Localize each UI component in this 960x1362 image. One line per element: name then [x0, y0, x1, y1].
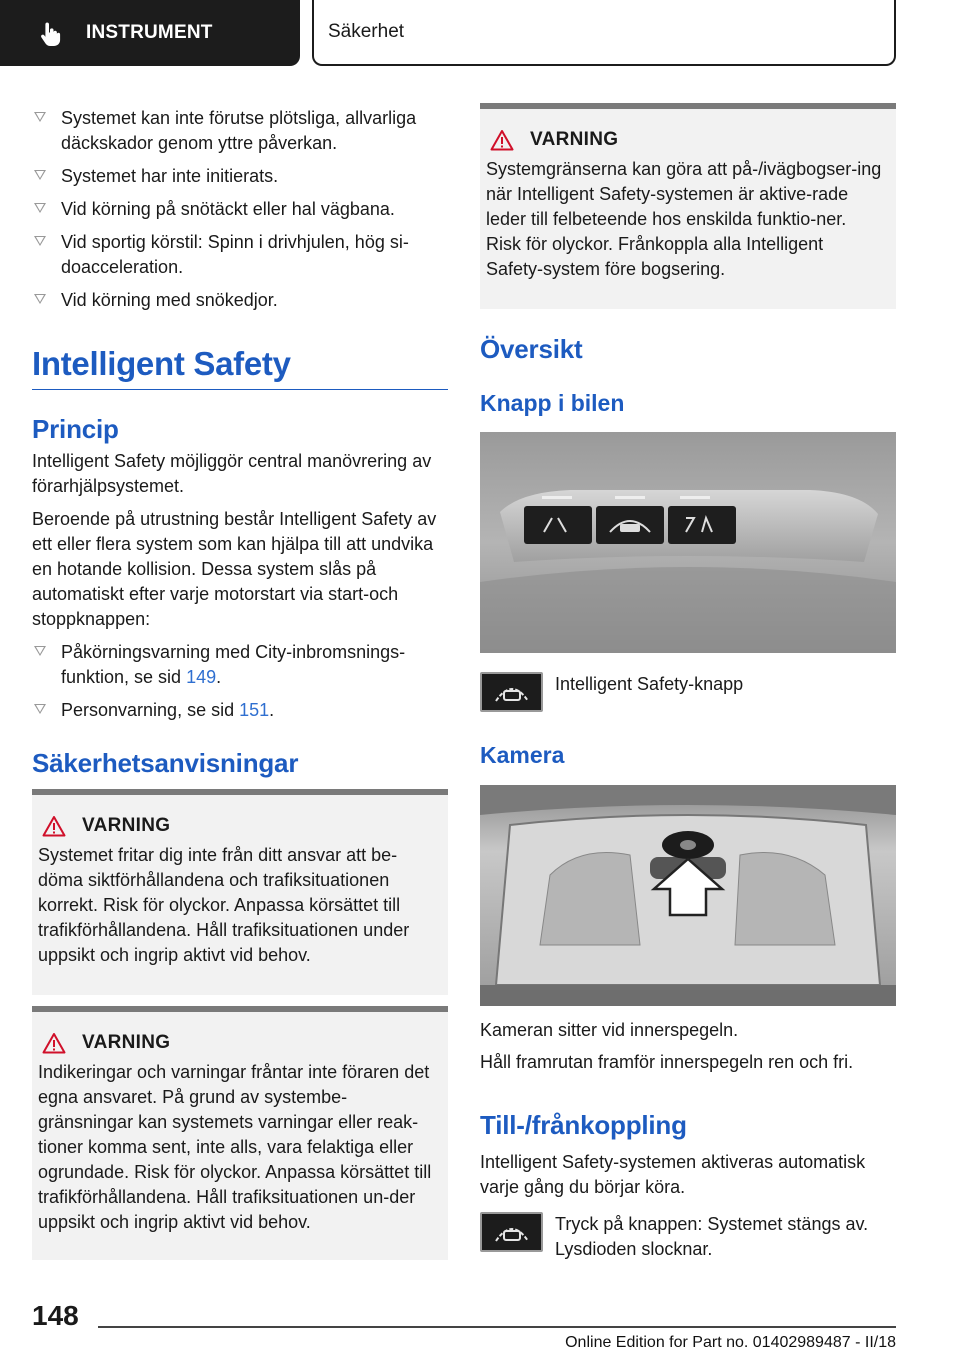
bullet-triangle-icon: [34, 294, 46, 304]
warning-triangle-icon: [490, 129, 514, 151]
list-item: Påkörningsvarning med City-inbromsnings-funktion, se sid 149.: [32, 640, 448, 690]
safety-heading: Säkerhetsanvisningar: [32, 748, 299, 778]
chapter-tab[interactable]: [0, 0, 300, 66]
intelligent-safety-button-icon: [480, 672, 543, 712]
button-photo: [480, 432, 896, 653]
camera-photo: [480, 785, 896, 1006]
headliner-buttons-image: [480, 432, 896, 653]
limitations-list: [32, 106, 448, 321]
warning-box-2: [32, 1006, 448, 1260]
kamera-paragraph-1: Kameran sitter vid innerspegeln.: [480, 1020, 739, 1040]
footer-divider: [98, 1326, 896, 1328]
chapter-tab-label: INSTRUMENT: [86, 22, 213, 43]
page-link-151[interactable]: 151: [239, 700, 270, 720]
toggle-caption: Tryck på knappen: Systemet stängs av. Lysdioden slocknar.: [555, 1214, 869, 1259]
button-caption-row: [480, 672, 896, 712]
page-link-149[interactable]: 149: [186, 667, 217, 687]
warning-triangle-icon: [42, 815, 66, 837]
hand-pointer-icon: [38, 20, 64, 46]
bullet-triangle-icon: [34, 170, 46, 180]
edition-text: Online Edition for Part no. 01402989487 - II/18: [565, 1334, 896, 1351]
warning-title: VARNING: [530, 129, 619, 150]
page-footer: [0, 1290, 960, 1362]
list-item: Vid körning med snökedjor.: [32, 288, 448, 313]
bullet-triangle-icon: [34, 112, 46, 122]
list-item: Personvarning, se sid 151.: [32, 698, 448, 723]
oversikt-heading: Översikt: [480, 334, 583, 364]
princip-paragraph-1: Intelligent Safety möjliggör central manövrering av förarhjälpsystemet.: [32, 451, 432, 496]
bullet-triangle-icon: [34, 203, 46, 213]
warning-title: VARNING: [82, 1032, 171, 1053]
page-header: [0, 0, 960, 66]
warning-box-3: [480, 103, 896, 309]
section-label: Säkerhet: [312, 0, 896, 66]
warning-text: Systemet fritar dig inte från ditt ansvar att be-döma siktförhållandena och trafiksituationen korrekt. Risk för olyckor. Anpassa körsättet till trafikförhållandena. Håll trafiksituationen under uppsikt och ingrip aktivt vid behov.: [38, 845, 410, 965]
toggle-caption-row: [480, 1212, 896, 1262]
windshield-camera-image: [480, 785, 896, 1006]
warning-title: VARNING: [82, 815, 171, 836]
till-heading: Till-/frånkoppling: [480, 1110, 687, 1140]
list-item: Systemet kan inte förutse plötsliga, allvarliga däckskador genom yttre påverkan.: [32, 106, 448, 156]
intelligent-safety-button-icon: [480, 1212, 543, 1252]
till-paragraph: Intelligent Safety-systemen aktiveras automatisk varje gång du börjar köra.: [480, 1152, 866, 1197]
warning-box-1: [32, 789, 448, 995]
list-item: Vid sportig körstil: Spinn i drivhjulen, hög si-doacceleration.: [32, 230, 448, 280]
princip-section: [32, 414, 448, 731]
bullet-triangle-icon: [34, 704, 46, 714]
warning-text: Indikeringar och varningar fråntar inte föraren det egna ansvaret. På grund av systembe-gränsningar kan systemets varningar eller reak-tioner komma sent, inte alls, vara felaktiga eller ogrundade. Risk för olyckor. Anpassa körsättet till trafikförhållandena. Håll trafiksituationen un-der uppsikt och ingrip aktivt vid behov.: [38, 1062, 432, 1232]
princip-paragraph-2: Beroende på utrustning består Intelligent Safety av ett eller flera system som kan hjälpa till att undvika en hotande kollision. Dessa system slås på automatiskt efter varje motorstart via start-och stoppknappen:: [32, 509, 437, 629]
bullet-triangle-icon: [34, 236, 46, 246]
kamera-heading: Kamera: [480, 742, 565, 768]
warning-text: Systemgränserna kan göra att på-/ivägbogser-ing när Intelligent Safety-systemen är aktive-rade leder till felbeteende hos enskilda funktio-ner. Risk för olyckor. Frånkoppla alla Intelligent Safety-system före bogsering.: [486, 159, 882, 279]
kamera-paragraph-2: Håll framrutan framför innerspegeln ren och fri.: [480, 1052, 854, 1072]
button-caption: Intelligent Safety-knapp: [555, 674, 744, 694]
warning-triangle-icon: [42, 1032, 66, 1054]
knapp-heading: Knapp i bilen: [480, 390, 625, 416]
page-number: 148: [32, 1300, 79, 1331]
chapter-title: Intelligent Safety: [32, 345, 448, 390]
list-item: Vid körning på snötäckt eller hal vägbana.: [32, 197, 448, 222]
list-item: Systemet har inte initierats.: [32, 164, 448, 189]
princip-heading: Princip: [32, 414, 119, 444]
princip-list: [32, 640, 448, 723]
bullet-triangle-icon: [34, 646, 46, 656]
